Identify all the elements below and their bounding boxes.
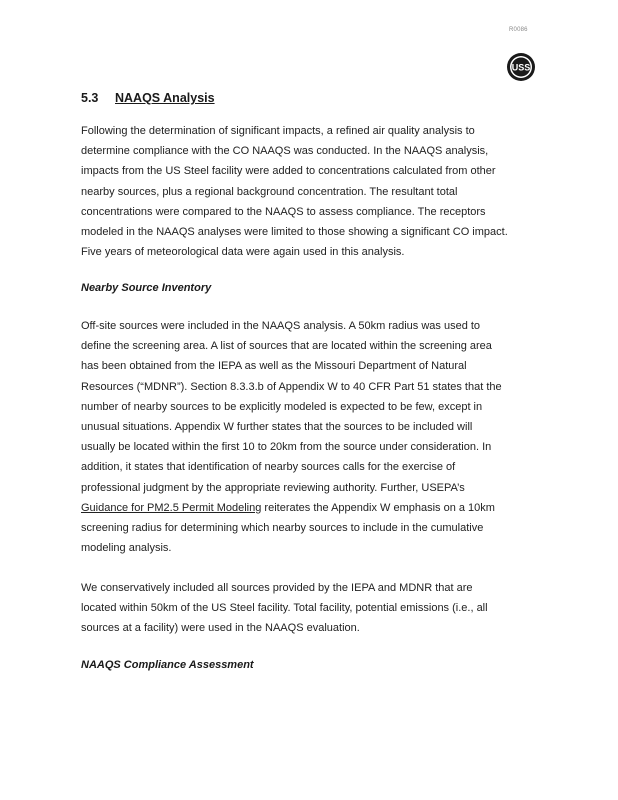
text-line: addition, it states that identification of nearby sources calls for the exercise of bbox=[81, 461, 456, 474]
subheading-naaqs-compliance-assessment: NAAQS Compliance Assessment bbox=[81, 659, 254, 671]
text-line: modeled in the NAAQS analyses were limited to those showing a significant CO impact. bbox=[81, 226, 508, 239]
section-title: NAAQS Analysis bbox=[115, 91, 215, 105]
text-line: number of nearby sources to be explicitly modeled is expected to be few, except in bbox=[81, 400, 483, 413]
subheading-nearby-source-inventory: Nearby Source Inventory bbox=[81, 282, 212, 294]
us-steel-logo-icon bbox=[506, 52, 536, 82]
text-line: screening radius for determining which nearby sources to include in the cumulative bbox=[81, 522, 484, 535]
text-line: unusual situations. Appendix W further states that the sources to be included will bbox=[81, 421, 473, 434]
text-line bbox=[81, 498, 541, 518]
text-line: sources at a facility) were used in the NAAQS evaluation. bbox=[81, 622, 360, 635]
text-line: usually be located within the first 10 to 20km from the source under consideration. In bbox=[81, 441, 492, 454]
guidance-link[interactable]: Guidance for PM2.5 Permit Modeling bbox=[81, 501, 262, 514]
text-line: determine compliance with the CO NAAQS was conducted. In the NAAQS analysis, bbox=[81, 145, 489, 158]
text-after-link: reiterates the Appendix W emphasis on a 10km bbox=[261, 501, 495, 514]
text-line: impacts from the US Steel facility were added to concentrations calculated from other bbox=[81, 165, 496, 178]
svg-text:USS: USS bbox=[511, 62, 531, 73]
text-line: has been obtained from the IEPA as well as the Missouri Department of Natural bbox=[81, 360, 467, 373]
section-number: 5.3 bbox=[81, 91, 99, 105]
paragraph-intro bbox=[81, 121, 541, 262]
text-line: Five years of meteorological data were again used in this analysis. bbox=[81, 246, 405, 259]
text-line: define the screening area. A list of sources that are located within the screening area bbox=[81, 340, 492, 353]
page-stamp: R0086 bbox=[509, 27, 528, 33]
paragraph-conservative-inclusion bbox=[81, 578, 541, 639]
text-line: We conservatively included all sources provided by the IEPA and MDNR that are bbox=[81, 582, 473, 594]
paragraph-nearby-sources bbox=[81, 316, 541, 558]
text-line: Off-site sources were included in the NAAQS analysis. A 50km radius was used to bbox=[81, 320, 481, 332]
text-line: professional judgment by the appropriate reviewing authority. Further, USEPA’s bbox=[81, 481, 465, 494]
text-line: located within 50km of the US Steel facility. Total facility, potential emissions (i.e., all bbox=[81, 602, 488, 615]
text-line: Following the determination of significant impacts, a refined air quality analysis to bbox=[81, 125, 475, 137]
text-line: nearby sources, plus a regional background concentration. The resultant total bbox=[81, 185, 458, 198]
section-heading bbox=[81, 91, 215, 105]
text-line: concentrations were compared to the NAAQS to assess compliance. The receptors bbox=[81, 205, 486, 218]
text-line: Resources (“MDNR”). Section 8.3.3.b of Appendix W to 40 CFR Part 51 states that the bbox=[81, 380, 502, 393]
text-line: modeling analysis. bbox=[81, 542, 172, 555]
